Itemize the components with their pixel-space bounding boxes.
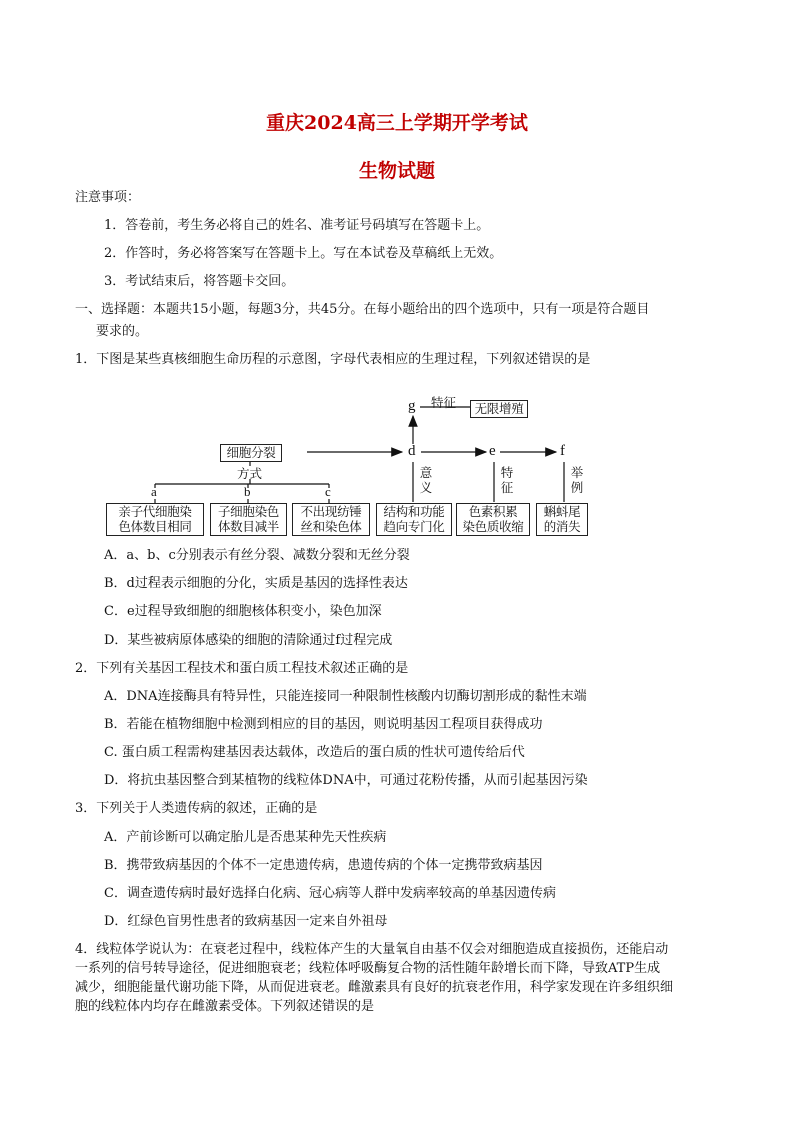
box-b [210,503,287,536]
page-subtitle: 生物试题 [358,160,435,182]
question-1-stem: 1．下图是某些真核细胞生命历程的示意图，字母代表相应的生理过程，下列叙述错误的是 [75,352,591,367]
notice-item: 3．考试结束后，将答题卡交回。 [104,274,295,289]
box-a [106,503,204,536]
box-c-line2: 丝和染色体 [300,519,362,534]
label-example: 举例 [570,465,584,495]
box-a-line1: 亲子代细胞染 [118,504,192,519]
box-e-line1: 色素积累 [468,504,518,519]
label-f: f [560,443,565,459]
page-title: 重庆2024高三上学期开学考试 [266,112,528,134]
question-4-stem-line: 减少，细胞能量代谢功能下降，从而促进衰老。雌激素具有良好的抗衰老作用，科学家发现在许多组织细 [75,980,674,995]
question-3-option-b: B．携带致病基因的个体不一定患遗传病，患遗传病的个体一定携带致病基因 [104,858,543,873]
notice-item: 2．作答时，务必将答案写在答题卡上。写在本试卷及草稿纸上无效。 [104,246,503,261]
label-feature-e: 特征 [500,465,514,495]
question-3-option-a: A．产前诊断可以确定胎儿是否患某种先天性疾病 [104,830,387,845]
box-c [292,503,370,536]
box-f-line2: 的消失 [543,519,581,534]
question-1-option-d: D．某些被病原体感染的细胞的清除通过f过程完成 [104,633,393,648]
question-4-stem-line: 胞的线粒体内均存在雌激素受体。下列叙述错误的是 [75,999,375,1014]
box-b-line2: 体数目减半 [217,519,279,534]
question-4-stem-line: 一系列的信号转导途径，促进细胞衰老；线粒体呼吸酶复合物的活性随年龄增长而下降，导致ATP生成 [75,961,661,976]
notice-item: 1．答卷前，考生务必将自己的姓名、准考证号码填写在答题卡上。 [104,218,490,233]
question-2-option-a: A．DNA连接酶具有特异性，只能连接同一种限制性核酸内切酶切割形成的黏性末端 [104,689,587,704]
box-cell-division: 细胞分裂 [220,444,282,462]
question-1-option-c: C．e过程导致细胞的细胞核体积变小，染色加深 [104,604,382,619]
box-e [456,503,530,536]
section-heading-cont: 要求的。 [96,324,149,339]
notice-heading: 注意事项： [75,190,141,205]
box-f-line1: 蝌蚪尾 [543,504,581,519]
question-1-option-a: A．a、b、c分别表示有丝分裂、减数分裂和无丝分裂 [104,548,410,563]
box-e-line2: 染色质收缩 [462,519,524,534]
label-meaning: 意义 [419,465,433,495]
box-c-line1: 不出现纺锤 [300,504,362,519]
box-f [536,503,588,536]
box-a-line2: 色体数目相同 [118,519,192,534]
label-c: c [325,484,331,499]
box-d [376,503,452,536]
question-2-stem: 2．下列有关基因工程技术和蛋白质工程技术叙述正确的是 [75,661,409,676]
label-method: 方式 [237,466,263,481]
question-4-stem-line: 4．线粒体学说认为：在衰老过程中，线粒体产生的大量氧自由基不仅会对细胞造成直接损伤，还能启动 [75,942,669,957]
box-unlimited: 无限增殖 [470,400,528,418]
label-feature-top: 特征 [431,395,457,410]
question-3-option-c: C．调查遗传病时最好选择白化病、冠心病等人群中发病率较高的单基因遗传病 [104,886,556,901]
box-b-line1: 子细胞染色 [217,504,279,519]
box-d-line1: 结构和功能 [383,504,445,519]
label-g: g [408,398,416,414]
question-3-option-d: D．红绿色盲男性患者的致病基因一定来自外祖母 [104,914,388,929]
label-d: d [408,443,416,459]
section-heading: 一、选择题：本题共15小题，每题3分，共45分。在每小题给出的四个选项中，只有一项是符合题目 [75,302,650,317]
question-2-option-b: B．若能在植物细胞中检测到相应的目的基因，则说明基因工程项目获得成功 [104,717,543,732]
label-b: b [244,484,251,499]
question-2-option-c: C. 蛋白质工程需构建基因表达载体，改造后的蛋白质的性状可遗传给后代 [104,745,525,760]
box-d-line2: 趋向专门化 [383,519,445,534]
question-2-option-d: D．将抗虫基因整合到某植物的线粒体DNA中，可通过花粉传播，从而引起基因污染 [104,773,588,788]
label-a: a [151,484,157,499]
question-1-option-b: B．d过程表示细胞的分化，实质是基因的选择性表达 [104,576,408,591]
question-3-stem: 3．下列关于人类遗传病的叙述，正确的是 [75,801,318,816]
label-e: e [489,443,496,459]
